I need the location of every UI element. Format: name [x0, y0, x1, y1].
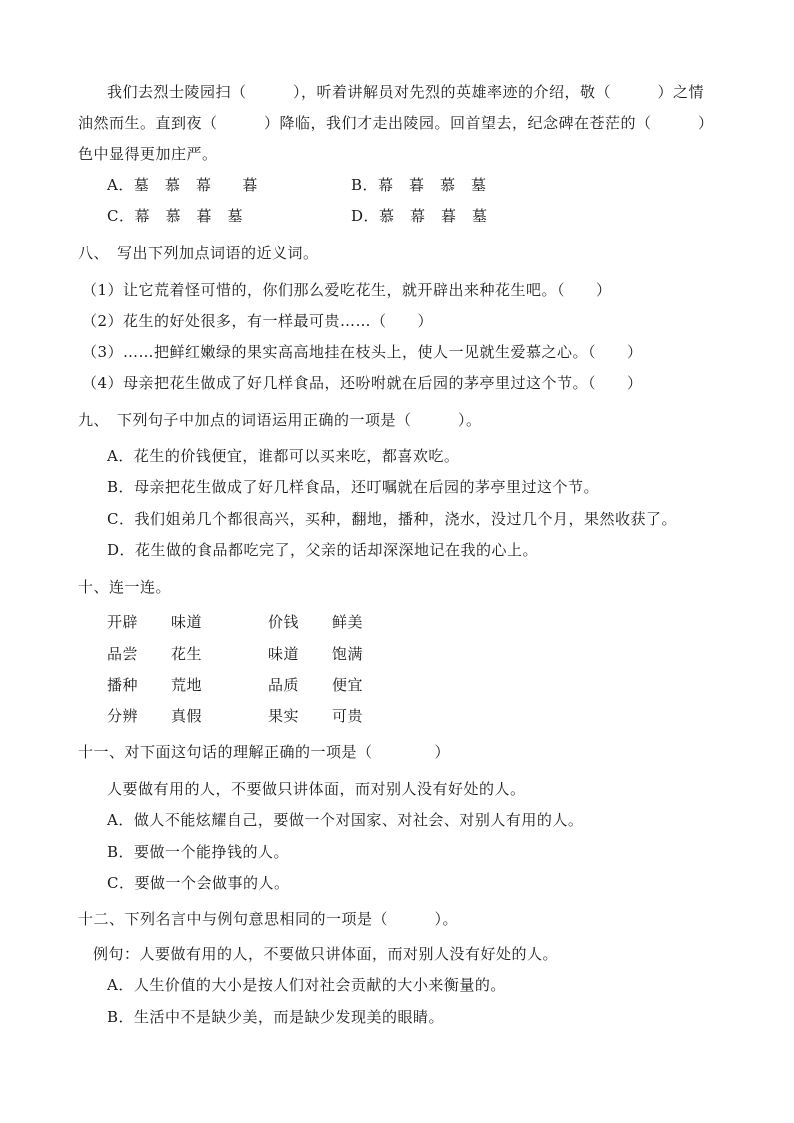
passage-line-2: 油然而生。直到夜（ ）降临，我们才走出陵园。回首望去，纪念碑在苍茫的（ ）: [78, 114, 714, 132]
match-word[interactable]: 荒地: [171, 676, 203, 694]
passage-option-b: B．幕 暮 慕 墓: [351, 176, 487, 194]
q8-item-2: （2）花生的好处很多，有一样最可贵……（ ）: [82, 312, 434, 330]
q11-option-a: A．做人不能炫耀自己，要做一个对国家、对社会、对别人有用的人。: [107, 811, 584, 829]
q8-title: 八、 写出下列加点词语的近义词。: [78, 244, 319, 262]
q9-title: 九、 下列句子中加点的词语运用正确的一项是（ ）。: [78, 411, 482, 429]
q11-title: 十一、对下面这句话的理解正确的一项是（ ）: [78, 743, 451, 761]
match-word[interactable]: 味道: [268, 645, 300, 663]
passage-option-a: A．墓 慕 幕 暮: [107, 176, 258, 194]
match-word[interactable]: 花生: [171, 645, 203, 663]
q12-example: 例句：人要做有用的人，不要做只讲体面，而对别人没有好处的人。: [93, 945, 559, 963]
q8-item-4: （4）母亲把花生做成了好几样食品，还吩咐就在后园的茅亭里过这个节。（ ）: [82, 374, 643, 392]
match-word[interactable]: 鲜美: [332, 613, 364, 631]
q10-title: 十、连一连。: [78, 578, 172, 596]
q9-option-b: B．母亲把花生做成了好几样食品，还叮嘱就在后园的茅亭里过这个节。: [107, 478, 600, 496]
q11-option-b: B．要做一个能挣钱的人。: [107, 843, 290, 861]
match-word[interactable]: 播种: [107, 676, 139, 694]
q12-title: 十二、下列名言中与例句意思相同的一项是（ ）。: [78, 910, 459, 928]
match-word[interactable]: 品尝: [107, 645, 139, 663]
match-word[interactable]: 价钱: [268, 613, 300, 631]
match-word[interactable]: 分辨: [107, 707, 139, 725]
match-word[interactable]: 品质: [268, 676, 300, 694]
match-word[interactable]: 果实: [268, 707, 300, 725]
match-word[interactable]: 饱满: [332, 645, 364, 663]
q11-option-c: C．要做一个会做事的人。: [107, 874, 290, 892]
q9-option-c: C．我们姐弟几个都很高兴，买种，翻地，播种，浇水，没过几个月，果然收获了。: [107, 510, 677, 528]
q9-option-a: A．花生的价钱便宜，谁都可以买来吃，都喜欢吃。: [107, 447, 460, 465]
passage-option-c: C．幕 慕 暮 墓: [107, 207, 243, 225]
match-word[interactable]: 便宜: [332, 676, 364, 694]
match-word[interactable]: 开辟: [107, 613, 139, 631]
match-word[interactable]: 真假: [171, 707, 203, 725]
q12-option-a: A．人生价值的大小是按人们对社会贡献的大小来衡量的。: [107, 976, 506, 994]
match-word[interactable]: 可贵: [332, 707, 364, 725]
passage-line-1: 我们去烈士陵园扫（ ），听着讲解员对先烈的英雄率迹的介绍，敬（ ）之情: [107, 83, 705, 101]
q11-quote: 人要做有用的人，不要做只讲体面，而对别人没有好处的人。: [107, 780, 526, 798]
passage-line-3: 色中显得更加庄严。: [78, 145, 218, 163]
passage-option-d: D．慕 幕 暮 墓: [351, 207, 488, 225]
q12-option-b: B．生活中不是缺少美，而是缺少发现美的眼睛。: [107, 1008, 445, 1026]
q8-item-3: （3）……把鲜红嫩绿的果实高高地挂在枝头上，使人一见就生爱慕之心。（ ）: [82, 343, 643, 361]
q9-option-d: D．花生做的食品都吃完了，父亲的话却深深地记在我的心上。: [107, 541, 539, 559]
match-word[interactable]: 味道: [171, 613, 203, 631]
q8-item-1: （1）让它荒着怪可惜的，你们那么爱吃花生，就开辟出来种花生吧。（ ）: [82, 281, 612, 299]
